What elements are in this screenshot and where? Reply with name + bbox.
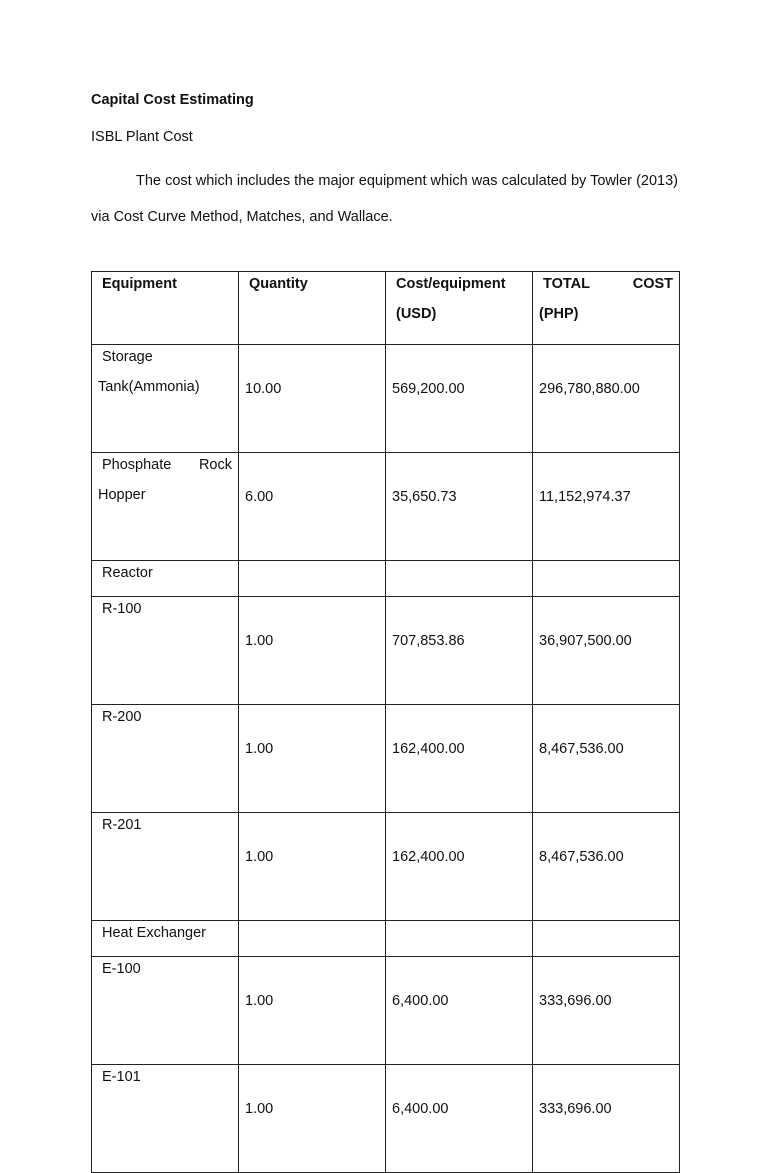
equipment-name: R-100	[92, 597, 239, 705]
empty-cell	[533, 921, 680, 957]
header-quantity: Quantity	[239, 272, 386, 345]
total-cell: 8,467,536.00	[533, 705, 680, 813]
quantity-cell: 1.00	[239, 705, 386, 813]
total-cell: 8,467,536.00	[533, 813, 680, 921]
quantity-cell: 1.00	[239, 1065, 386, 1173]
cost-cell: 162,400.00	[386, 705, 533, 813]
equipment-cost-table	[91, 271, 680, 1173]
equipment-group-label: Heat Exchanger	[92, 921, 239, 957]
table-row	[92, 345, 680, 453]
equipment-group-label: Reactor	[92, 561, 239, 597]
total-cell: 36,907,500.00	[533, 597, 680, 705]
total-cell: 296,780,880.00	[533, 345, 680, 453]
quantity-cell: 1.00	[239, 813, 386, 921]
header-cost-per-equipment: Cost/equipment (USD)	[386, 272, 533, 345]
equipment-name: R-201	[92, 813, 239, 921]
total-cell: 333,696.00	[533, 1065, 680, 1173]
quantity-cell: 1.00	[239, 957, 386, 1065]
equipment-name: E-100	[92, 957, 239, 1065]
header-total-cost: TOTAL COST (PHP)	[533, 272, 680, 345]
empty-cell	[239, 921, 386, 957]
equipment-name: R-200	[92, 705, 239, 813]
document-title: Capital Cost Estimating	[91, 92, 254, 108]
quantity-cell: 1.00	[239, 597, 386, 705]
cost-cell: 162,400.00	[386, 813, 533, 921]
table-row	[92, 1065, 680, 1173]
cost-cell: 6,400.00	[386, 957, 533, 1065]
quantity-cell: 10.00	[239, 345, 386, 453]
equipment-name: E-101	[92, 1065, 239, 1173]
table-row	[92, 597, 680, 705]
equipment-name: Phosphate Rock Hopper	[92, 453, 239, 561]
intro-paragraph: The cost which includes the major equipment which was calculated by Towler (2013) via Cost Curve Method, Matches, and Wallace.	[91, 173, 678, 225]
empty-cell	[386, 921, 533, 957]
quantity-cell: 6.00	[239, 453, 386, 561]
table-row	[92, 957, 680, 1065]
cost-cell: 6,400.00	[386, 1065, 533, 1173]
cost-cell: 35,650.73	[386, 453, 533, 561]
cost-cell: 569,200.00	[386, 345, 533, 453]
cost-cell: 707,853.86	[386, 597, 533, 705]
total-cell: 11,152,974.37	[533, 453, 680, 561]
empty-cell	[239, 561, 386, 597]
empty-cell	[386, 561, 533, 597]
table-row	[92, 705, 680, 813]
section-subtitle: ISBL Plant Cost	[91, 129, 193, 145]
table-header-row	[92, 272, 680, 345]
total-cell: 333,696.00	[533, 957, 680, 1065]
table-row	[92, 453, 680, 561]
empty-cell	[533, 561, 680, 597]
header-equipment: Equipment	[92, 272, 239, 345]
equipment-name: Storage Tank(Ammonia)	[92, 345, 239, 453]
table-row	[92, 813, 680, 921]
